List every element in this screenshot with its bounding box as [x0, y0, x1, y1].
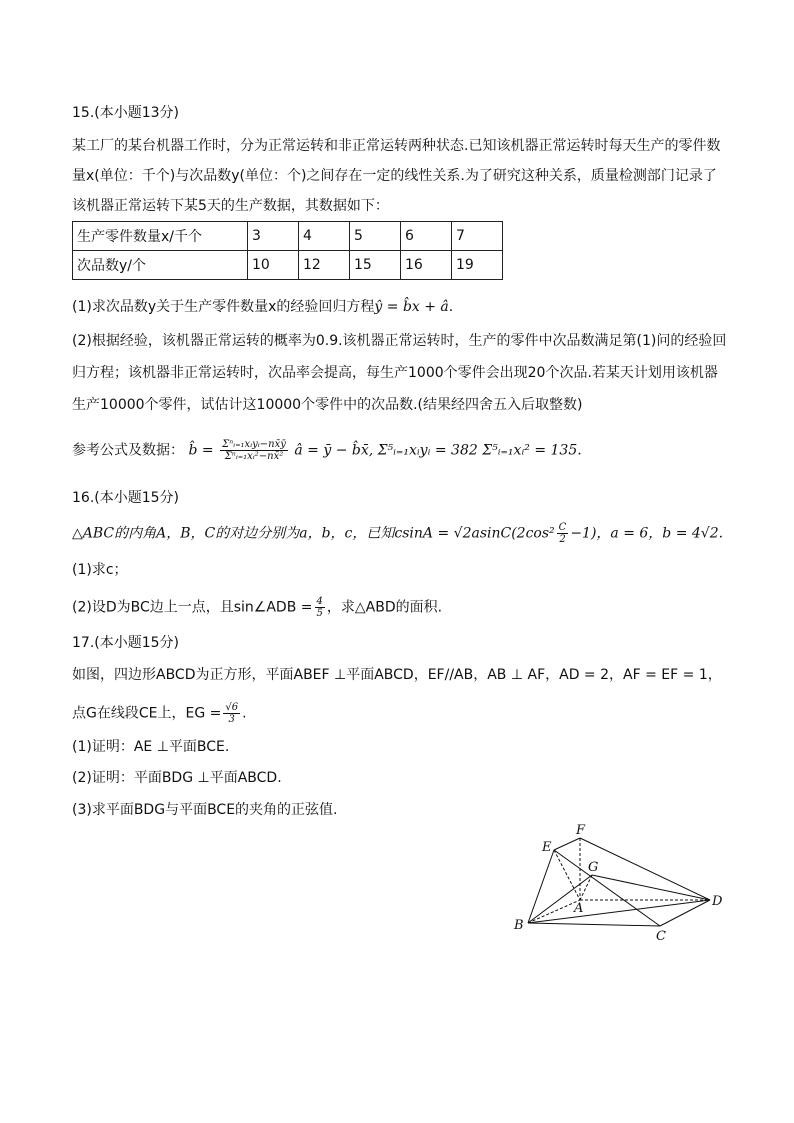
q15-part1: (1)求次品数y关于生产零件数量x的经验回归方程ŷ = b̂x + â. — [72, 299, 454, 315]
q17-stem-line2 — [72, 702, 247, 725]
q15-reference-label: 参考公式及数据： — [72, 442, 184, 459]
label-c: C — [656, 929, 666, 940]
table-cell: 6 — [401, 222, 452, 251]
q15-a-formula: â = ȳ − b̂x̄, — [294, 442, 374, 459]
q15-sum-xy: Σ⁵ᵢ₌₁xᵢyᵢ = 382 — [377, 442, 478, 459]
q16-frac-num: C — [558, 522, 567, 533]
q17-geometry-figure — [510, 820, 730, 940]
q16-part2-text: (2)设D为BC边上一点，且sin∠ADB = — [72, 599, 313, 616]
edge-cd — [660, 900, 710, 926]
edge-ea — [554, 850, 580, 900]
table-cell: 10 — [248, 251, 299, 280]
q15-b-fraction — [220, 439, 288, 462]
table-cell: 15 — [350, 251, 401, 280]
table-row-label: 次品数y/个 — [73, 251, 248, 280]
q16-part2 — [72, 596, 442, 619]
q16-part1: (1)求c； — [72, 562, 128, 578]
edge-ec — [554, 850, 660, 926]
q16-part2-tail: ，求△ABD的面积. — [326, 599, 443, 616]
q16-stem-text: △ABC的内角A，B，C的对边分别为a，b，c，已知csinA = √2asinC(2cos² — [72, 525, 555, 542]
edge-fd — [580, 838, 710, 900]
q15-b-numerator: Σⁿᵢ₌₁xᵢyᵢ−nx̄ȳ — [222, 439, 286, 450]
q17-eg-den: 3 — [228, 714, 235, 725]
table-row — [73, 251, 503, 280]
label-d: D — [712, 894, 723, 909]
q17-stem-text: 点G在线段CE上，EG = — [72, 705, 222, 722]
edge-eb — [528, 850, 554, 923]
label-g: G — [588, 860, 599, 875]
q15-part2-line2: 归方程；该机器非正常运转时，次品率会提高，每生产1000个零件会出现20个次品.若某天计划用该机器 — [72, 365, 718, 381]
table-cell: 7 — [452, 222, 503, 251]
q16-part2-den: 5 — [316, 608, 323, 619]
table-cell: 19 — [452, 251, 503, 280]
q17-header: 17.(本小题15分) — [72, 635, 180, 651]
table-cell: 16 — [401, 251, 452, 280]
table-cell: 5 — [350, 222, 401, 251]
q16-frac-den: 2 — [559, 534, 566, 545]
edge-ef — [554, 838, 580, 850]
table-cell: 3 — [248, 222, 299, 251]
edge-ga — [580, 875, 592, 900]
label-b: B — [514, 918, 524, 933]
table-row — [73, 222, 503, 251]
q17-eg-num: √6 — [225, 702, 239, 713]
edge-bd — [528, 900, 710, 923]
q17-stem-line1: 如图，四边形ABCD为正方形，平面ABEF ⊥平面ABCD，EF//AB，AB ⊥ AF，AD = 2，AF = EF = 1， — [72, 667, 722, 683]
q15-part2-line1: (2)根据经验，该机器正常运转的概率为0.9.该机器正常运转时，生产的零件中次品数满足第(1)问的经验回 — [72, 333, 727, 349]
q15-data-table — [72, 221, 503, 280]
q15-intro-line1: 某工厂的某台机器工作时，分为正常运转和非正常运转两种状态.已知该机器正常运转时每天生产的零件数 — [72, 138, 721, 154]
q15-part2-line3: 生产10000个零件，试估计这10000个零件中的次品数.(结果经四舍五入后取整数) — [72, 397, 583, 413]
q17-eg-fraction — [223, 702, 240, 725]
q15-regression-formula: ŷ = b̂x + â — [374, 299, 449, 315]
q15-reference: 参考公式及数据： b̂ = $\frac{\text{Σⁿᵢ₌₁xᵢyᵢ−nx̄ȳ}}{\text{Σⁿᵢ₌₁xᵢ²−nx̄²}}$ â = ȳ − b̂x̄, Σ⁵ᵢ₌₁xᵢyᵢ = 382 Σ⁵ᵢ₌₁xᵢ² = 135. — [72, 439, 582, 462]
q15-intro-line2: 量x(单位：千个)与次品数y(单位：个)之间存在一定的线性关系.为了研究这种关系，质量检测部门记录了 — [72, 168, 717, 184]
q16-stem-fraction — [557, 522, 569, 545]
q15-part1-text: (1)求次品数y关于生产零件数量x的经验回归方程 — [72, 299, 375, 315]
table-cell: 4 — [299, 222, 350, 251]
q16-part2-fraction — [315, 596, 325, 619]
table-row-label: 生产零件数量x/千个 — [73, 222, 248, 251]
label-e: E — [542, 840, 552, 855]
q15-b-denominator: Σⁿᵢ₌₁xᵢ²−nx̄² — [224, 451, 284, 462]
label-a: A — [574, 901, 584, 916]
q17-stem-end: . — [242, 705, 247, 722]
q15-header: 15.(本小题13分) — [72, 105, 180, 121]
q16-header: 16.(本小题15分) — [72, 490, 180, 506]
q15-intro-line3: 该机器正常运转下某5天的生产数据，其数据如下： — [72, 198, 389, 214]
q16-part2-num: 4 — [316, 596, 323, 607]
label-f: F — [576, 823, 586, 838]
q16-stem — [72, 522, 723, 545]
table-cell: 12 — [299, 251, 350, 280]
q17-part1: (1)证明：AE ⊥平面BCE. — [72, 739, 230, 755]
q16-stem-tail: −1)，a = 6，b = 4√2. — [570, 525, 724, 542]
q17-part3: (3)求平面BDG与平面BCE的夹角的正弦值. — [72, 802, 338, 818]
q15-sum-x2: Σ⁵ᵢ₌₁xᵢ² = 135. — [482, 442, 582, 459]
edge-gd — [592, 875, 710, 900]
q17-part2: (2)证明：平面BDG ⊥平面ABCD. — [72, 770, 282, 786]
edge-bc — [528, 923, 660, 926]
